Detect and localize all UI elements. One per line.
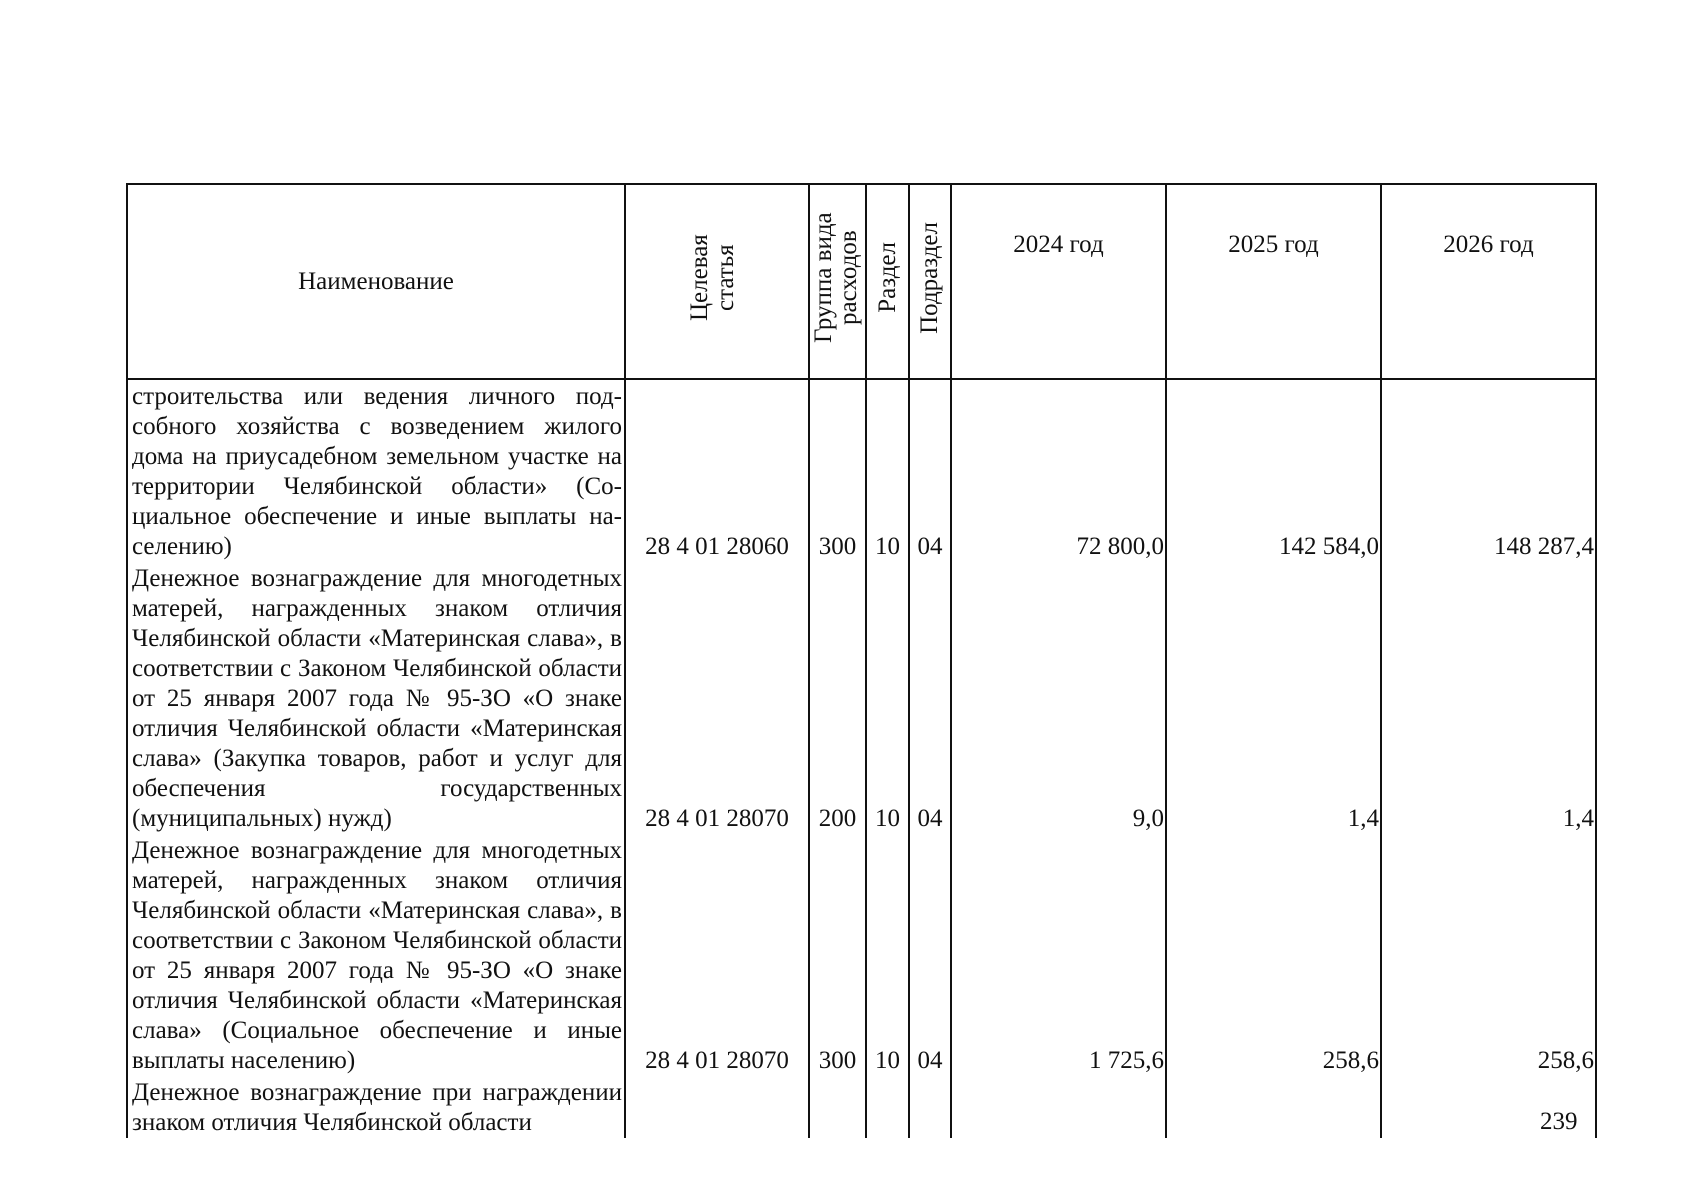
header-2024: 2024 год bbox=[951, 184, 1166, 379]
row-value-2024: 1 725,6 bbox=[951, 834, 1166, 1076]
row-target-article: 28 4 01 28070 bbox=[625, 562, 809, 834]
row-name: Денежное вознаграждение при награждении знаком отличия Челябинской области bbox=[127, 1076, 625, 1138]
header-name: Наименование bbox=[127, 184, 625, 379]
table-row bbox=[127, 379, 1596, 562]
row-value-2026: 1,4 bbox=[1381, 562, 1596, 834]
row-value-2025: 142 584,0 bbox=[1166, 379, 1381, 562]
row-expense-group: 300 bbox=[809, 834, 866, 1076]
row-subsection: 04 bbox=[909, 562, 951, 834]
row-target-article: 28 4 01 28070 bbox=[625, 834, 809, 1076]
row-section: 10 bbox=[866, 379, 909, 562]
header-expense-group: Группа вида расходов bbox=[809, 184, 866, 379]
table-row bbox=[127, 834, 1596, 1076]
row-subsection: 04 bbox=[909, 834, 951, 1076]
row-value-2026: 148 287,4 bbox=[1381, 379, 1596, 562]
row-subsection bbox=[909, 1076, 951, 1138]
row-name: строительства или ведения личного подсобного хозяйства с возведением жилого дома на приусадебном земельном участке на территории Челябинской области» (Социальное обеспечение и иные выплаты населению) bbox=[127, 379, 625, 562]
header-2025: 2025 год bbox=[1166, 184, 1381, 379]
row-value-2025: 1,4 bbox=[1166, 562, 1381, 834]
row-section bbox=[866, 1076, 909, 1138]
budget-table bbox=[126, 183, 1597, 1138]
row-value-2024: 72 800,0 bbox=[951, 379, 1166, 562]
table-row bbox=[127, 562, 1596, 834]
header-subsection: Подраздел bbox=[909, 184, 951, 379]
row-target-article: 28 4 01 28060 bbox=[625, 379, 809, 562]
table-row bbox=[127, 1076, 1596, 1138]
row-subsection: 04 bbox=[909, 379, 951, 562]
row-value-2025 bbox=[1166, 1076, 1381, 1138]
table-header-row bbox=[127, 184, 1596, 379]
row-section: 10 bbox=[866, 562, 909, 834]
row-value-2024: 9,0 bbox=[951, 562, 1166, 834]
row-expense-group: 300 bbox=[809, 379, 866, 562]
row-expense-group bbox=[809, 1076, 866, 1138]
row-value-2025: 258,6 bbox=[1166, 834, 1381, 1076]
row-target-article bbox=[625, 1076, 809, 1138]
row-name: Денежное вознаграждение для многодетных матерей, награжденных знаком отличия Челябинской области «Материнская слава», в соответствии с Законом Челябинской области от 25 января 2007 года № 95-ЗО «О знаке отличия Челябинской области «Материнская слава» (Закупка товаров, работ и услуг для обеспечения государственных (муниципальных) нужд) bbox=[127, 562, 625, 834]
header-2026: 2026 год bbox=[1381, 184, 1596, 379]
page-number: 239 bbox=[1540, 1108, 1578, 1135]
header-target-article: Целевая статья bbox=[625, 184, 809, 379]
row-section: 10 bbox=[866, 834, 909, 1076]
row-expense-group: 200 bbox=[809, 562, 866, 834]
row-name: Денежное вознаграждение для многодетных матерей, награжденных знаком отличия Челябинской области «Материнская слава», в соответствии с Законом Челябинской области от 25 января 2007 года № 95-ЗО «О знаке отличия Челябинской области «Материнская слава» (Социальное обеспечение и иные выплаты населению) bbox=[127, 834, 625, 1076]
row-value-2024 bbox=[951, 1076, 1166, 1138]
header-section: Раздел bbox=[866, 184, 909, 379]
row-value-2026: 258,6 bbox=[1381, 834, 1596, 1076]
